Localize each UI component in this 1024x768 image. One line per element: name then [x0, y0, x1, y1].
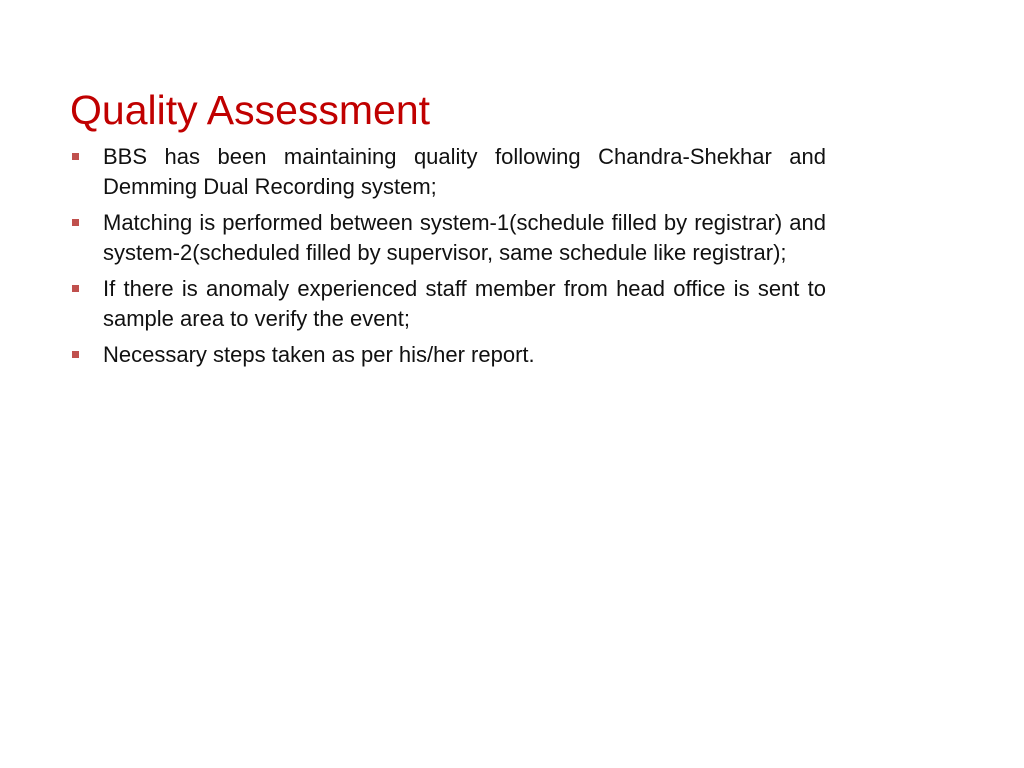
bullet-text: Matching is performed between system-1(schedule filled by registrar) and system-2(scheduled filled by supervisor, same schedule like registrar); [103, 210, 826, 265]
bullet-item [70, 274, 826, 334]
square-bullet-icon [72, 219, 79, 226]
bullet-list [70, 142, 826, 376]
bullet-item [70, 340, 826, 370]
square-bullet-icon [72, 153, 79, 160]
slide-title: Quality Assessment [70, 87, 431, 133]
bullet-text: If there is anomaly experienced staff member from head office is sent to sample area to verify the event; [103, 276, 826, 331]
bullet-text: Necessary steps taken as per his/her report. [103, 342, 535, 367]
square-bullet-icon [72, 285, 79, 292]
bullet-text: BBS has been maintaining quality following Chandra-Shekhar and Demming Dual Recording system; [103, 144, 826, 199]
square-bullet-icon [72, 351, 79, 358]
bullet-item [70, 208, 826, 268]
bullet-item [70, 142, 826, 202]
